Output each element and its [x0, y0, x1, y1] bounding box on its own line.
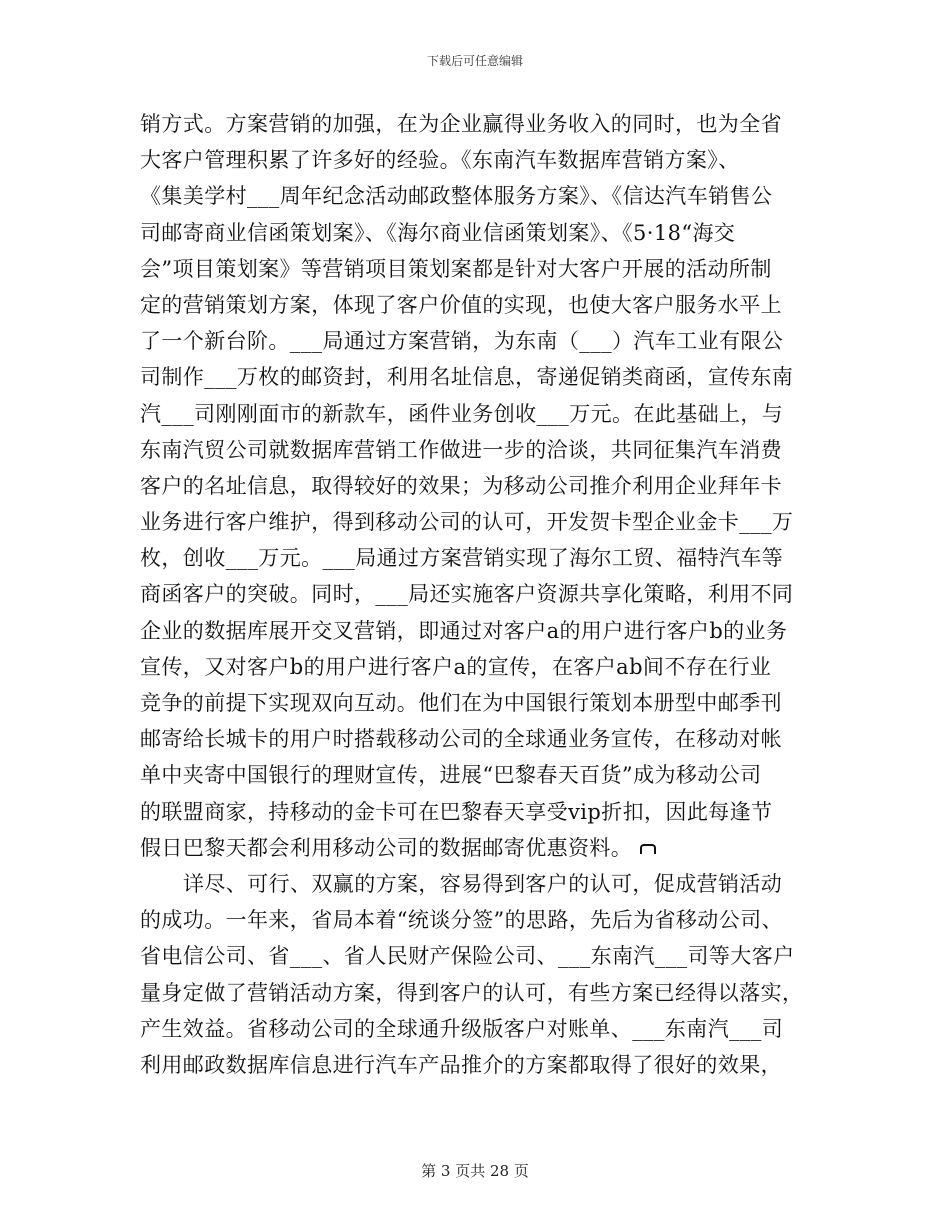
- text-line: 司制作___万枚的邮资封，利用名址信息，寄递促销类商函，宣传东南: [140, 365, 794, 390]
- text-line: 的联盟商家，持移动的金卡可在巴黎春天享受vip折扣，因此每逢节: [140, 799, 773, 824]
- text-line: 竞争的前提下实现双向互动。他们在为中国银行策划本册型中邮季刊: [140, 691, 782, 715]
- page-footer: 第 3 页共 28 页: [421, 1162, 529, 1180]
- text-line: 销方式。方案营销的加强，在为企业赢得业务收入的同时，也为全省: [140, 112, 782, 136]
- text-line: 业务进行客户维护，得到移动公司的认可，开发贺卡型企业金卡___万: [140, 510, 794, 535]
- text-line: 利用邮政数据库信息进行汽车产品推介的方案都取得了很好的效果，: [140, 1052, 782, 1077]
- text-line: 详尽、可行、双赢的方案，容易得到客户的认可，促成营销活动: [183, 871, 783, 896]
- text-line: 商函客户的突破。同时，___局还实施客户资源共享化策略，利用不同: [140, 582, 794, 607]
- paragraph-mark-icon: [640, 844, 656, 854]
- body-text: [140, 106, 820, 1083]
- text-line: 邮寄给长城卡的用户时搭载移动公司的全球通业务宣传，在移动对帐: [140, 727, 782, 752]
- text-line: 司邮寄商业信函策划案》、《海尔商业信函策划案》、《5·18“海交: [140, 220, 736, 245]
- text-line: 量身定做了营销活动方案，得到客户的认可，有些方案已经得以落实，: [140, 980, 804, 1005]
- text-line: 大客户管理积累了许多好的经验。《东南汽车数据库营销方案》、: [140, 148, 740, 173]
- text-line: 了一个新台阶。___局通过方案营销，为东南（___）汽车工业有限公: [140, 329, 784, 354]
- text-line: 宣传，又对客户b的用户进行客户a的宣传，在客户ab间不存在行业: [140, 654, 772, 679]
- text-line: 定的营销策划方案，体现了客户价值的实现，也使大客户服务水平上: [140, 292, 782, 317]
- page-header: 下载后可任意编辑: [426, 54, 523, 68]
- text-line-content: 假日巴黎天都会利用移动公司的数据邮寄优惠资料。: [140, 835, 633, 860]
- text-line: 枚，创收___万元。___局通过方案营销实现了海尔工贸、福特汽车等: [140, 546, 784, 571]
- text-line: 客户的名址信息，取得较好的效果；为移动公司推介利用企业拜年卡: [140, 473, 782, 498]
- text-line: 单中夹寄中国银行的理财宣传，进展“巴黎春天百货”成为移动公司: [140, 763, 762, 788]
- text-line: 的成功。一年来，省局本着“统谈分签”的思路，先后为省移动公司、: [140, 908, 783, 933]
- text-line: 汽___司刚刚面市的新款车，函件业务创收___万元。在此基础上，与: [140, 401, 784, 426]
- text-line: 《集美学村___周年纪念活动邮政整体服务方案》、《信达汽车销售公: [140, 184, 773, 209]
- text-line: 东南汽贸公司就数据库营销工作做进一步的洽谈，共同征集汽车消费: [140, 437, 782, 462]
- text-line: 产生效益。省移动公司的全球通升级版客户对账单、___东南汽___司: [140, 1016, 784, 1041]
- text-line: 企业的数据库展开交叉营销，即通过对客户a的用户进行客户b的业务: [140, 618, 788, 643]
- paragraph-end-line: [140, 830, 820, 866]
- text-line: 会”项目策划案》等营销项目策划案都是针对大客户开展的活动所制: [140, 256, 772, 281]
- text-line: 省电信公司、省___、省人民财产保险公司、___东南汽___司等大客户: [140, 944, 795, 969]
